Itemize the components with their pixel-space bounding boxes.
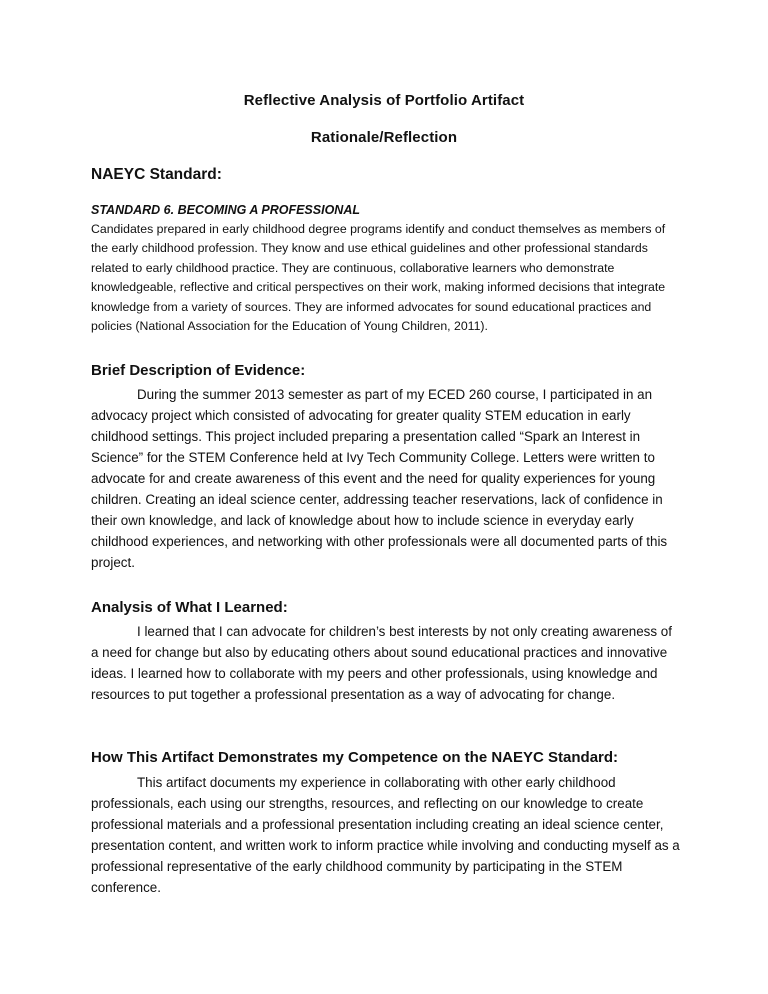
section-text-competence: This artifact documents my experience in collaborating with other early childhood professionals, each using our strengths, resources, and reflecting on our knowledge to create professional materials and a professional presentation including creating an ideal science center, presentation content, and written work to inform practice while involving and conducting myself as a professional representative of the early childhood community by participating in the STEM conference. [91,775,680,895]
section-heading-learned: Analysis of What I Learned: [91,599,288,616]
standard-text: Candidates prepared in early childhood degree programs identify and conduct themselves as members of the early childhood profession. They know and use ethical guidelines and other professional standards related to early childhood practice. They are continuous, collaborative learners who demonstrate knowledgeable, reflective and critical perspectives on their work, making informed decisions that integrate knowledge from a variety of sources. They are informed advocates for sound educational practices and policies (National Association for the Education of Young Children, 2011). [91,222,666,334]
section-heading-evidence: Brief Description of Evidence: [91,362,306,379]
standard-heading: NAEYC Standard: [91,166,222,183]
section-heading-competence: How This Artifact Demonstrates my Competence on the NAEYC Standard: [91,749,619,766]
document-subtitle: Rationale/Reflection [310,129,458,146]
section-text-evidence: During the summer 2013 semester as part of my ECED 260 course, I participated in an advocacy project which consisted of advocating for greater quality STEM education in early childhood settings. This project included preparing a presentation called “Spark an Interest in Science” for the STEM Conference held at Ivy Tech Community College. Letters were written to advocate for and create awareness of this event and the need for quality experiences for young children. Creating an ideal science center, addressing teacher reservations, lack of confidence in their own knowledge, and lack of knowledge about how to include science in everyday early childhood experiences, and networking with other professionals were all documented parts of this project. [91,387,668,570]
standard-label: STANDARD 6. BECOMING A PROFESSIONAL [91,203,360,217]
document-title: Reflective Analysis of Portfolio Artifact [243,92,525,109]
section-text-learned: I learned that I can advocate for children’s best interests by not only creating awareness of a need for change but also by educating others about sound educational practices and innovative ideas. I learned how to collaborate with my peers and other professionals, using knowledge and resources to put together a professional presentation as a way of advocating for change. [91,624,672,702]
